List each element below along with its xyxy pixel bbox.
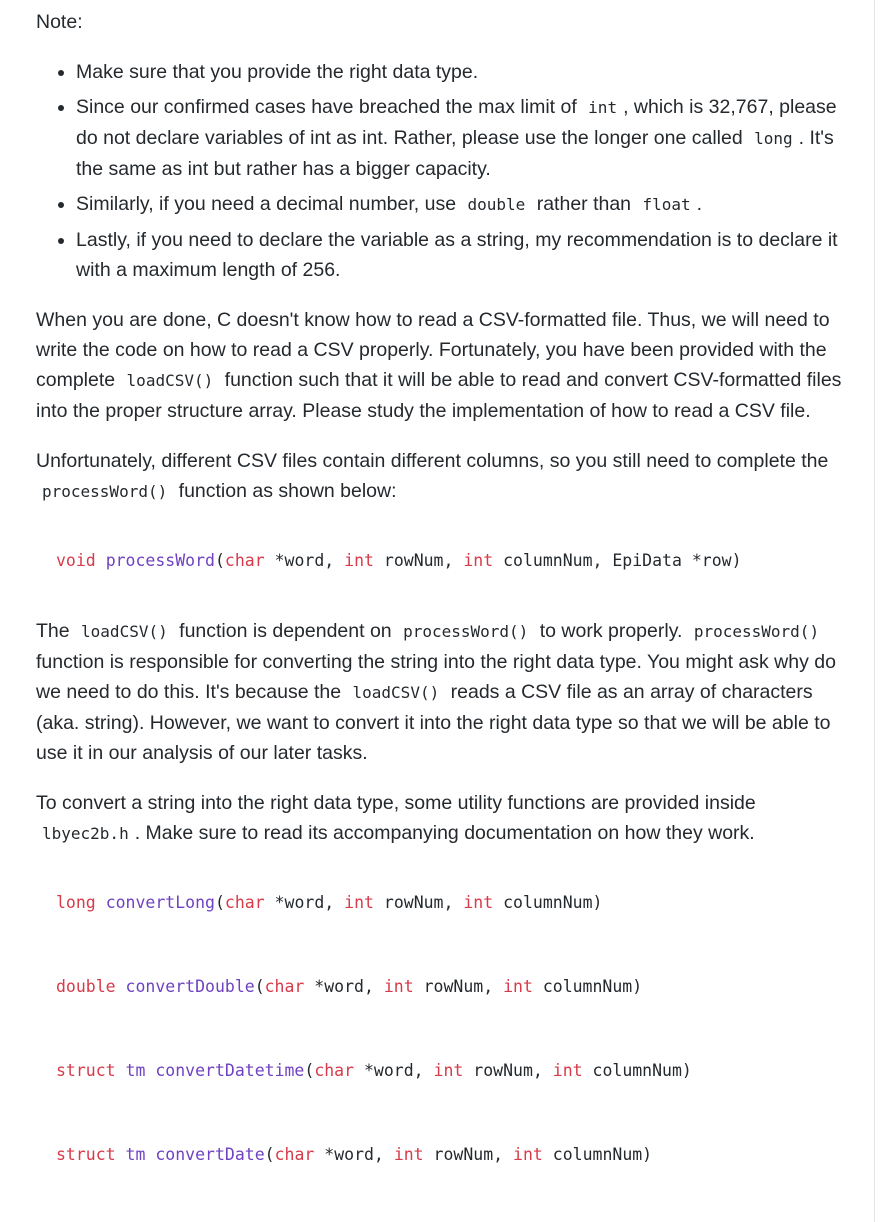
code-text: rowNum, <box>423 1145 514 1164</box>
code-keyword: char <box>264 977 305 996</box>
inline-code: lbyec2b.h <box>42 824 129 843</box>
code-keyword: int <box>344 551 374 570</box>
code-text: rowNum, <box>413 977 504 996</box>
bullet-text: Similarly, if you need a decimal number, use <box>76 193 462 215</box>
code-block-convert-date <box>36 1121 842 1189</box>
bullet-text: . <box>696 193 703 215</box>
code-text: *word, <box>264 551 345 570</box>
code-keyword: char <box>314 1061 355 1080</box>
code-keyword: int <box>503 977 533 996</box>
code-text: rowNum, <box>463 1061 553 1080</box>
note-list <box>36 57 842 285</box>
code-text <box>96 893 106 912</box>
code-keyword: int <box>463 893 494 912</box>
inline-code: double <box>467 195 526 214</box>
note-bullet <box>76 92 842 184</box>
note-bullet <box>76 57 842 87</box>
code-text: ( <box>254 977 265 996</box>
code-text: rowNum, <box>373 893 464 912</box>
page-right-border <box>874 0 875 1222</box>
inline-code: processWord() <box>42 482 168 501</box>
code-block-convert-long <box>36 869 842 937</box>
code-text: *word, <box>314 1145 394 1164</box>
code-keyword: char <box>224 893 265 912</box>
code-identifier: tm <box>125 1145 146 1164</box>
code-identifier: convertLong <box>105 893 215 912</box>
code-text: columnNum, EpiData *row) <box>493 551 742 570</box>
code-text <box>145 1061 155 1080</box>
paragraph-text: The <box>36 620 76 642</box>
code-keyword: char <box>274 1145 315 1164</box>
code-text: columnNum) <box>582 1061 692 1080</box>
inline-code: loadCSV() <box>81 622 168 641</box>
code-keyword: int <box>463 551 494 570</box>
code-keyword: struct <box>56 1145 116 1164</box>
paragraph-text: To convert a string into the right data type, some utility functions are provided inside <box>36 792 756 814</box>
code-text <box>96 551 106 570</box>
paragraph-convert <box>36 788 842 849</box>
code-block-convert-double <box>36 953 842 1021</box>
code-text: ( <box>214 551 225 570</box>
paragraph-text: function is responsible for converting the string into the right data type. You might ask why do we need to do this. It's because the <box>36 651 836 703</box>
code-identifier: processWord <box>105 551 215 570</box>
note-label: Note: <box>36 11 83 33</box>
code-keyword: int <box>393 1145 424 1164</box>
paragraph-text: Unfortunately, different CSV files contain different columns, so you still need to complete the <box>36 450 829 472</box>
code-identifier: convertDatetime <box>155 1061 305 1080</box>
code-keyword: struct <box>56 1061 116 1080</box>
code-keyword: int <box>344 893 374 912</box>
code-keyword: char <box>224 551 265 570</box>
code-text: ( <box>304 1061 315 1080</box>
paragraph-text: function is dependent on <box>173 620 398 642</box>
code-text: columnNum) <box>542 1145 653 1164</box>
code-keyword: double <box>56 977 116 996</box>
paragraph-columns <box>36 446 842 507</box>
paragraph-loadcsv <box>36 305 842 426</box>
code-block-convert-datetime <box>36 1037 842 1105</box>
code-text <box>116 1061 126 1080</box>
inline-code: loadCSV() <box>352 683 440 702</box>
code-text: rowNum, <box>373 551 464 570</box>
paragraph-text: . Make sure to read its accompanying documentation on how they work. <box>134 822 755 844</box>
bullet-text: Lastly, if you need to declare the variable as a string, my recommendation is to declare it with a maximum length of 256. <box>76 229 838 281</box>
document-body <box>36 7 842 1205</box>
code-text: *word, <box>264 893 345 912</box>
bullet-text: , which is 32,767, please do not declare variables of int as int. Rather, please use the longer one called <box>76 96 837 149</box>
code-keyword: int <box>513 1145 543 1164</box>
code-text: ( <box>264 1145 275 1164</box>
code-text <box>145 1145 155 1164</box>
code-keyword: int <box>552 1061 583 1080</box>
code-identifier: convertDouble <box>125 977 255 996</box>
code-text <box>116 977 126 996</box>
paragraph-text: When you are done, C doesn't know how to read a CSV-formatted file. Thus, we will need to write the code on how to read a CSV properly. Fortunately, you have been provided with the complete <box>36 309 830 391</box>
bullet-text: Make sure that you provide the right data type. <box>76 61 479 83</box>
code-keyword: long <box>56 893 96 912</box>
paragraph-text: function such that it will be able to read and convert CSV-formatted files into the proper structure array. Please study the implementation of how to read a CSV file. <box>36 369 842 422</box>
note-bullet <box>76 189 842 220</box>
inline-code: int <box>588 98 618 117</box>
code-text: ( <box>214 893 225 912</box>
code-keyword: void <box>56 551 96 570</box>
bullet-text: Since our confirmed cases have breached the max limit of <box>76 96 583 118</box>
paragraph-text: reads a CSV file as an array of characters (aka. string). However, we want to convert it into the right data type so that we will be able to use it in our analysis of our later tasks. <box>36 681 831 764</box>
bullet-text: rather than <box>531 193 637 215</box>
inline-code: processWord() <box>403 622 529 641</box>
code-block-processword <box>36 527 842 595</box>
paragraph-text: function as shown below: <box>173 480 397 502</box>
bullet-text: . It's the same as int but rather has a bigger capacity. <box>76 127 834 180</box>
code-identifier: tm <box>125 1061 146 1080</box>
inline-code: float <box>642 195 691 214</box>
code-keyword: int <box>383 977 414 996</box>
note-bullet <box>76 225 842 285</box>
code-text <box>116 1145 126 1164</box>
inline-code: processWord() <box>693 622 820 641</box>
paragraph-text: to work properly. <box>534 620 688 642</box>
inline-code: long <box>754 129 793 148</box>
code-text: *word, <box>304 977 384 996</box>
code-text: columnNum) <box>532 977 643 996</box>
inline-code: loadCSV() <box>126 371 214 390</box>
paragraph-dependent <box>36 616 842 768</box>
code-text: columnNum) <box>493 893 603 912</box>
code-keyword: int <box>433 1061 464 1080</box>
code-identifier: convertDate <box>155 1145 265 1164</box>
code-text: *word, <box>354 1061 434 1080</box>
